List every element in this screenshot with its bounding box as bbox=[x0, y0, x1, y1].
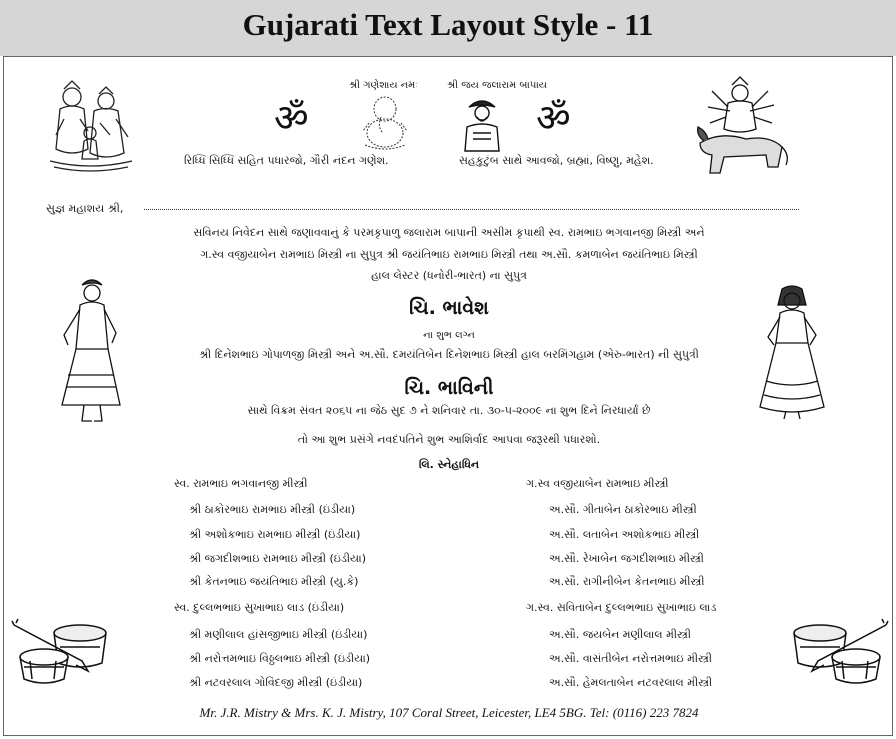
family-left-item: શ્રી જગદીશભાઇ રામભાઇ મીસ્ત્રી (ઇંડીયા) bbox=[189, 552, 367, 565]
recipient-name-line bbox=[144, 209, 799, 210]
family-left-head-2: સ્વ. દુલ્લભભાઇ સુખાભાઇ લાડ (ઇંડીયા) bbox=[174, 601, 345, 614]
family-right-head-1: ગ.સ્વ વજીયાબેન રામભાઇ મીસ્ત્રી bbox=[526, 477, 669, 490]
family-left-item: શ્રી નટવરલાલ ગોવિંદજી મીસ્ત્રી (ઇંડીયા) bbox=[189, 676, 363, 689]
family-left-item: શ્રી કેતનભાઇ જયંતિભાઇ મીસ્ત્રી (યુ.કે) bbox=[189, 575, 359, 588]
family-right-item: અ.સૌ. જયબેન મણીલાલ મીસ્ત્રી bbox=[549, 628, 691, 641]
goddess-on-lion-illustration bbox=[690, 77, 790, 183]
family-invitation-line: સહકુટુંબ સાથે આવજો, બ્રહ્માં, વિષ્ણુ, મહેશ. bbox=[459, 154, 654, 167]
ganesh-invocation-label: શ્રી ગણેશાય નમઃ bbox=[349, 80, 419, 91]
intro-line-2: ગ.સ્વ વજીયાબેન રામભાઇ મિસ્ત્રી ના સુપુત્ર શ્રી જયંતિભાઇ રામભાઇ મિસ્ત્રી તથા અ.સૌ. કમળાબેન જયંતિભાઇ મિસ્ત્રી bbox=[200, 248, 698, 261]
groom-name: ચિ. ભાવેશ bbox=[409, 297, 489, 319]
family-left-item: શ્રી અશોકભાઇ રામભાઇ મીસ્ત્રી (ઇંડીયા) bbox=[189, 528, 361, 541]
invitation-card bbox=[3, 56, 893, 736]
family-right-item: અ.સૌ. લતાબેન અશોકભાઇ મીસ્ત્રી bbox=[549, 528, 700, 541]
family-right-item: અ.સૌ. રેખાબેન જગદીશભાઇ મીસ્ત્રી bbox=[549, 552, 704, 565]
shehnai-drum-left-illustration bbox=[10, 617, 114, 689]
family-right-item: અ.સૌ. રાગીનીબેન કેતનભાઇ મીસ્ત્રી bbox=[549, 575, 705, 588]
ganesh-invocation-line: રિધ્ધિ સિધ્ધિ સહિત પધારજો, ગૌરી નંદન ગણેશ. bbox=[184, 154, 389, 167]
shehnai-drum-right-illustration bbox=[786, 617, 890, 689]
li-sender-label: લિ. સ્નેહાધિન bbox=[418, 458, 480, 471]
bride-illustration bbox=[756, 285, 828, 421]
family-right-head-2: ગ.સ્વ. સવિતાબેન દુલ્લભભાઇ સુખાભાઇ લાડ bbox=[526, 601, 717, 614]
intro-line-1: સવિનય નિવેદન સાથે જણાવવાનું કે પરમકૃપાળુ જલારામ બાપાની અસીમ કૃપાથી સ્વ. રામભાઇ ભગવાનજી મિસ્ત્રી અને bbox=[193, 226, 705, 239]
shubh-lagna-label: ના શુભ લગ્ન bbox=[423, 330, 475, 341]
family-left-item: શ્રી નરોત્તમભાઇ વિઠ્ઠલભાઇ મીસ્ત્રી (ઇંડીયા) bbox=[189, 652, 371, 665]
family-right-item: અ.સૌ. ગીતાબેન ઠાકોરભાઇ મીસ્ત્રી bbox=[549, 503, 697, 516]
family-right-item: અ.સૌ. હેમલતાબેન નટવરલાલ મીસ્ત્રી bbox=[549, 676, 713, 689]
jalaram-invocation-label: શ્રી જય જલારામ બાપાય bbox=[447, 80, 547, 91]
page-title: Gujarati Text Layout Style - 11 bbox=[242, 7, 654, 42]
om-symbol-left-icon: ॐ bbox=[274, 96, 309, 140]
family-left-item: શ્રી મણીલાલ હાંસજીભાઇ મીસ્ત્રી (ઇંડીયા) bbox=[189, 628, 368, 641]
om-symbol-right-icon: ॐ bbox=[536, 96, 571, 140]
family-left-item: શ્રી ઠાકોરભાઇ રામભાઇ મીસ્ત્રી (ઇંડીયા) bbox=[189, 503, 356, 516]
deity-family-illustration bbox=[44, 79, 136, 175]
bride-name: ચિ. ભાવિની bbox=[404, 377, 494, 399]
sender-address-footer: Mr. J.R. Mistry & Mrs. K. J. Mistry, 107 Coral Street, Leicester, LE4 5BG. Tel: (0116) 223 7824 bbox=[199, 705, 699, 720]
wedding-date-line: સાથે વિક્રમ સંવત ૨૦૬૫ ના જેઠ સુદ ૭ ને શનિવાર તા. ૩૦-૫-૨૦૦૯ ના શુભ દિને નિરધાર્યાં છે bbox=[247, 404, 651, 417]
salutation: સુજ્ઞ મહાશય શ્રી, bbox=[46, 202, 124, 215]
family-right-item: અ.સૌ. વાસંતીબેન નરોત્તમભાઇ મીસ્ત્રી bbox=[549, 652, 713, 665]
invitation-request-line: તો આ શુભ પ્રસંગે નવદંપતિને શુભ આશિર્વાદ આપવા જરૂરથી પધારશો. bbox=[297, 433, 601, 446]
jalaram-bapa-illustration bbox=[459, 93, 505, 155]
bride-parents-line: શ્રી દિનેશભાઇ ગોપાળજી મિસ્ત્રી અને અ.સૌ. દમયંતિબેન દિનેશભાઇ મિસ્ત્રી હાલ બરમિંગહામ (એરુ-ભારત) ની સુપુત્રી bbox=[199, 348, 699, 361]
ganesh-illustration bbox=[359, 93, 411, 151]
family-left-head-1: સ્વ. રામભાઇ ભગવાનજી મીસ્ત્રી bbox=[174, 477, 308, 490]
page-header bbox=[0, 0, 896, 56]
groom-illustration bbox=[54, 275, 126, 425]
intro-line-3: હાલ લેસ્ટર (ધનોરી-ભારત) ના સુપુત્ર bbox=[371, 269, 527, 282]
